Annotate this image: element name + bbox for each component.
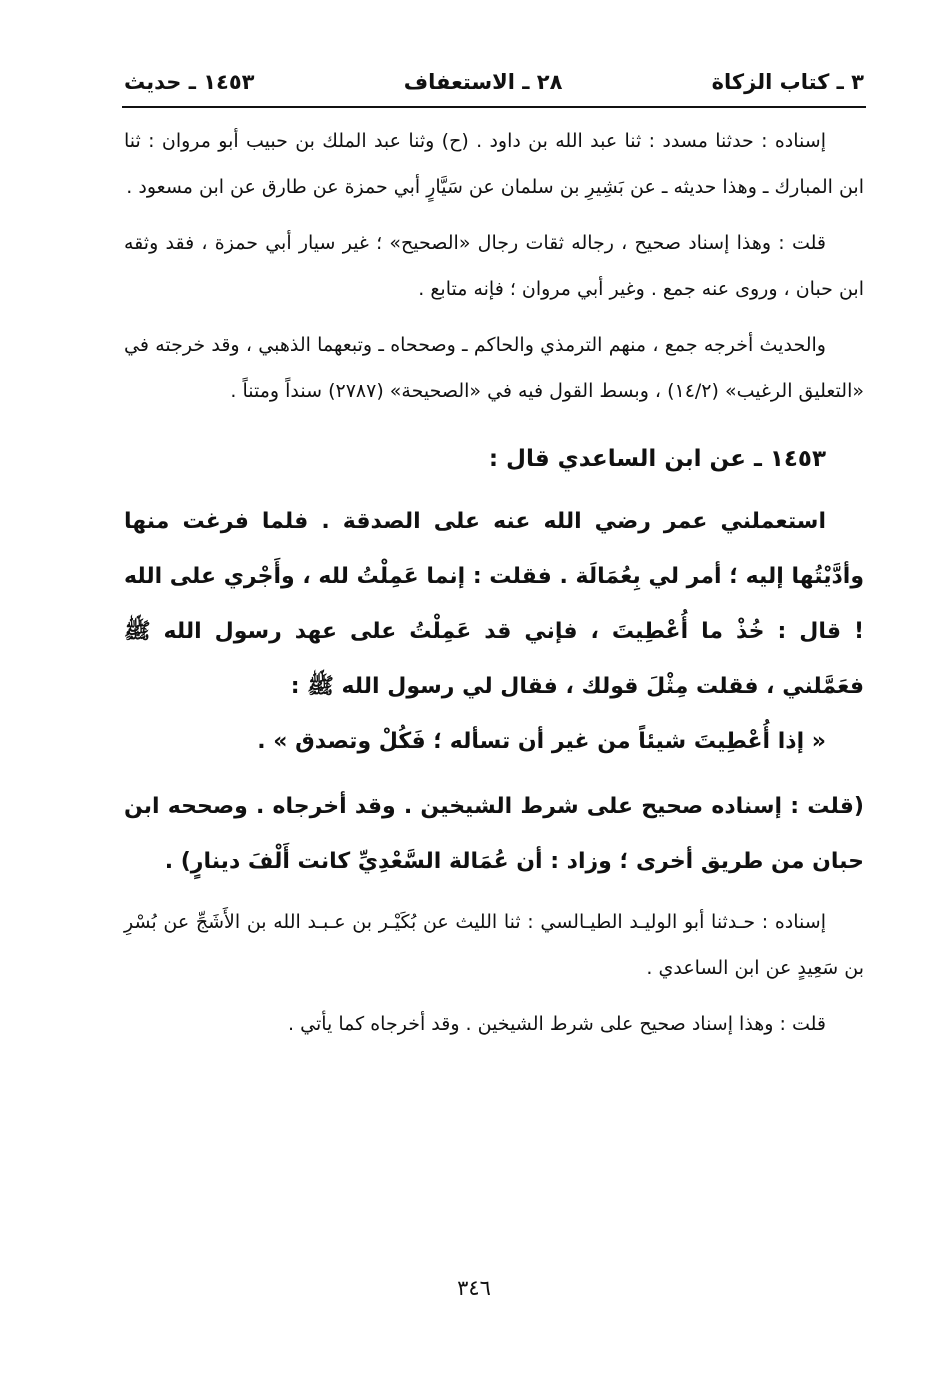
comment-paragraph-2: قلت : وهذا إسناد صحيح على شرط الشيخين . وقد أخرجاه كما يأتي . [288,1013,826,1035]
hadith-text: استعملني عمر رضي الله عنه على الصدقة . فلما فرغت منها وأدَّيْتُها إليه ؛ أمر لي بِعُمَالَة . فقلت : إنما عَمِلْتُ لله ، وأَجْري على الله ! قال : خُذْ ما أُعْطِيتَ ، فإني قد عَمِلْتُ على عهد رسول الله ﷺ فعَمَّلني ، فقلت مِثْلَ قولك ، فقال لي رسول الله ﷺ : [124,509,864,699]
header-rule [122,106,866,108]
chapter-title: ٣ ـ كتاب الزكاة [711,70,864,94]
page-body [124,118,864,1047]
isnad-paragraph-2: إسناده : حـدثنا أبو الوليـد الطيـالسي : ثنا الليث عن بُكَيْـر بن عـبـد الله بن الأَشَجِّ عن بُسْرِ بن سَعِيدٍ عن ابن الساعدي . [124,911,864,979]
section-title: ٢٨ ـ الاستعفاف [403,70,563,94]
comment-paragraph-1: قلت : وهذا إسناد صحيح ، رجاله ثقات رجال «الصحيح» ؛ غير سيار أبي حمزة ، فقد وثقه ابن حبان ، وروى عنه جمع . وغير أبي مروان ؛ فإنه متابع . [124,232,864,300]
isnad-paragraph-1: إسناده : حدثنا مسدد : ثنا عبد الله بن داود . (ح) وثنا عبد الملك بن حبيب أبو مروان : ثنا ابن المبارك ـ وهذا حديثه ـ عن بَشِيرِ بن سلمان عن سَيَّارٍ أبي حمزة عن طارق عن ابن مسعود . [124,130,864,198]
hadith-quote: « إذا أُعْطِيتَ شيئاً من غير أن تسأله ؛ فَكُلْ وتصدق » . [257,729,826,754]
page-number: ٣٤٦ [457,1276,491,1300]
takhrij-paragraph: والحديث أخرجه جمع ، منهم الترمذي والحاكم ـ وصححاه ـ وتبعهما الذهبي ، وقد خرجته في «التعليق الرغيب» (١٤/٢) ، وبسط القول فيه في «الصحيحة» (٢٧٨٧) سنداً ومتناً . [124,334,864,402]
hadith-title: ١٤٥٣ ـ عن ابن الساعدي قال : [488,446,826,472]
hadith-note: (قلت : إسناده صحيح على شرط الشيخين . وقد أخرجاه . وصححه ابن حبان من طريق أخرى ؛ وزاد : أن عُمَالة السَّعْدِيِّ كانت أَلْفَ دينارٍ) . [124,794,864,874]
running-head [124,62,864,102]
hadith-reference: ١٤٥٣ ـ حديث [124,70,255,94]
